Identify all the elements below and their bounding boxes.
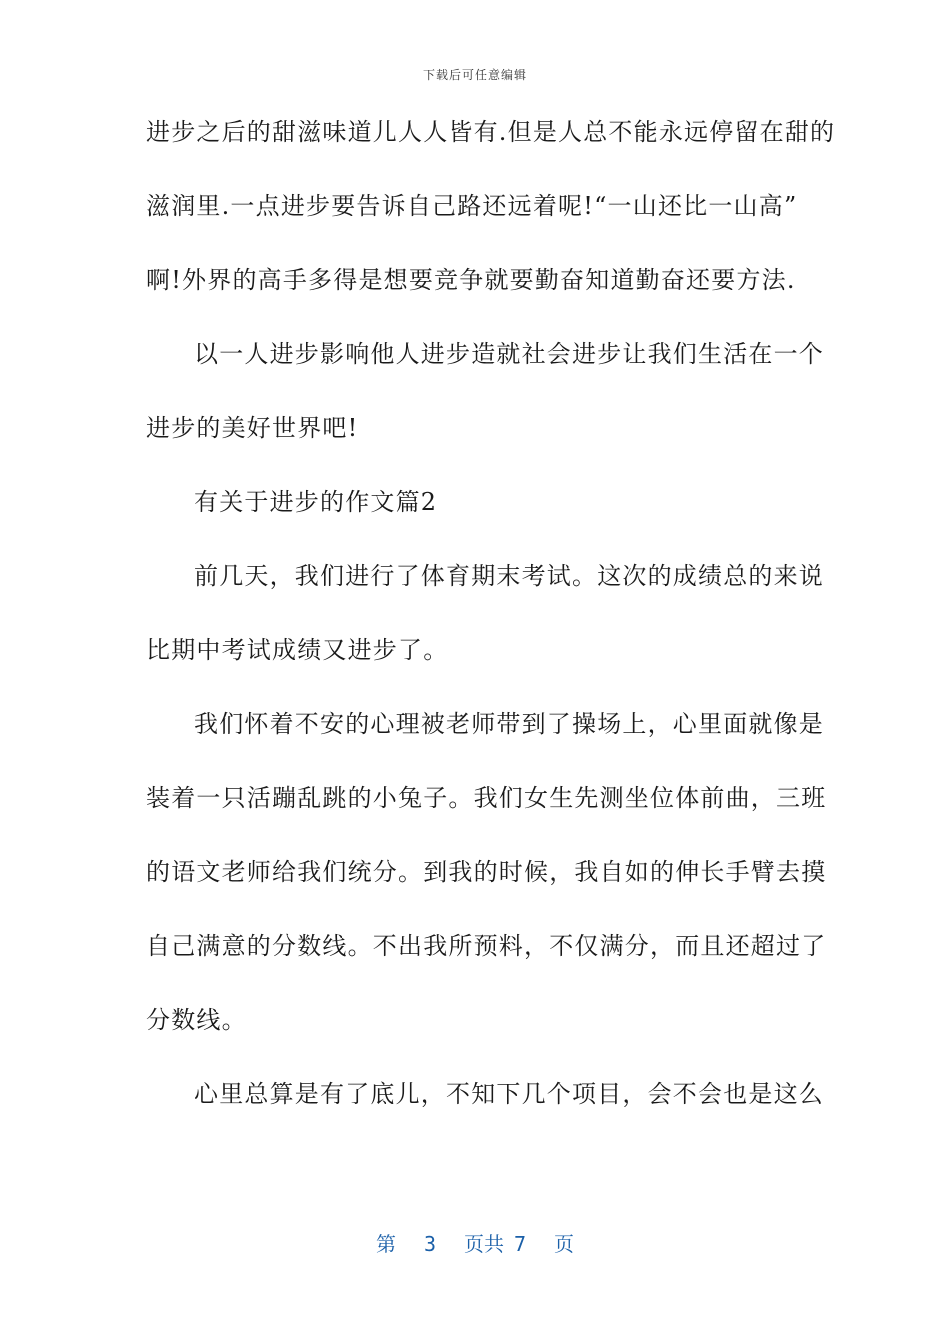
section-heading: 有关于进步的作文篇2 bbox=[194, 488, 438, 516]
text-line: 滋润里.一点进步要告诉自己路还远着呢!“一山还比一山高” bbox=[146, 192, 798, 220]
header-note: 下载后可任意编辑 bbox=[422, 68, 527, 82]
page-prefix: 第 bbox=[375, 1232, 396, 1256]
text-line: 进步的美好世界吧! bbox=[146, 414, 359, 442]
text-line: 分数线。 bbox=[146, 1006, 247, 1034]
text-line: 比期中考试成绩又进步了。 bbox=[146, 636, 449, 664]
paragraph-start: 前几天，我们进行了体育期末考试。这次的成绩总的来说 bbox=[194, 562, 824, 590]
text-line: 装着一只活蹦乱跳的小兔子。我们女生先测坐位体前曲，三班 bbox=[146, 784, 827, 812]
page-suffix: 页 bbox=[554, 1232, 575, 1256]
page-total: 7 bbox=[514, 1232, 527, 1256]
page-number-footer bbox=[0, 1228, 950, 1257]
paragraph-start: 我们怀着不安的心理被老师带到了操场上，心里面就像是 bbox=[194, 710, 824, 738]
text-line: 进步之后的甜滋味道儿人人皆有.但是人总不能永远停留在甜的 bbox=[146, 118, 836, 146]
page-current: 3 bbox=[423, 1232, 436, 1256]
text-line: 啊!外界的高手多得是想要竞争就要勤奋知道勤奋还要方法. bbox=[146, 266, 796, 294]
paragraph-start: 心里总算是有了底儿，不知下几个项目，会不会也是这么 bbox=[194, 1080, 824, 1108]
body-text bbox=[146, 118, 836, 1156]
paragraph-start: 以一人进步影响他人进步造就社会进步让我们生活在一个 bbox=[194, 340, 824, 368]
page-middle: 页共 bbox=[464, 1232, 504, 1256]
text-line: 自己满意的分数线。不出我所预料，不仅满分，而且还超过了 bbox=[146, 932, 827, 960]
text-line: 的语文老师给我们统分。到我的时候，我自如的伸长手臂去摸 bbox=[146, 858, 827, 886]
